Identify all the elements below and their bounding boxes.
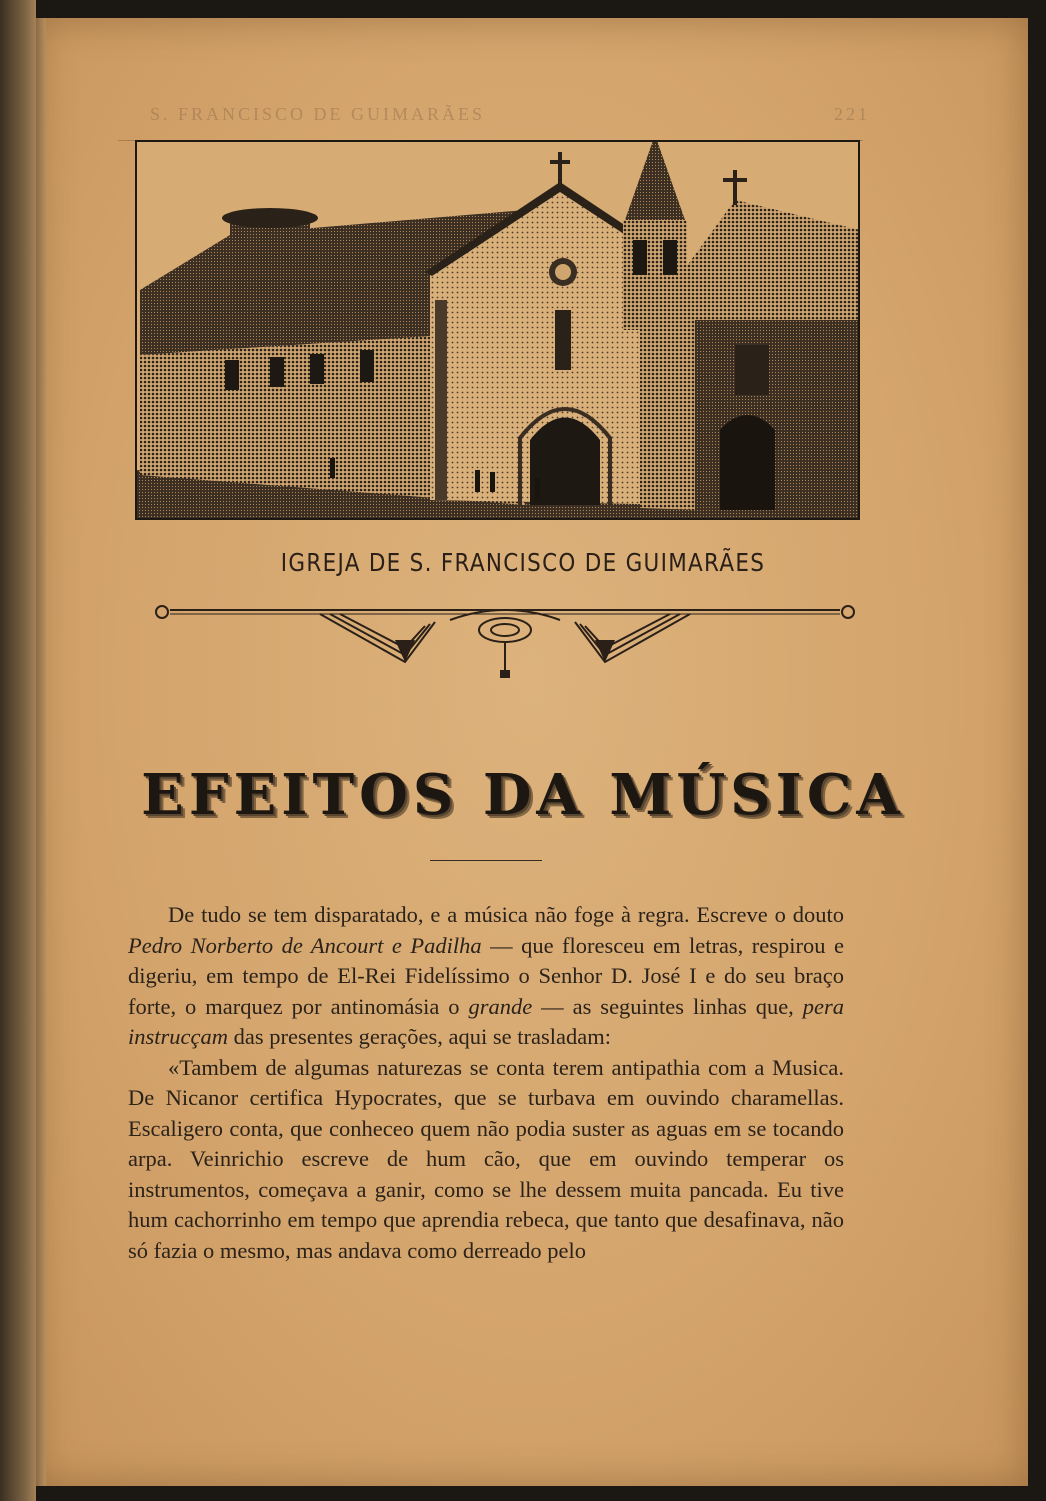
paragraph-2: «Tambem de algumas naturezas se conta terem antipathia com a Musica. De Nicanor certifica Hypocrates, que se turbava em ouvindo charamellas. Escaligero conta, que conheceo quem não podia suster as aguas em se tocando arpa. Veinrichio escreve de hum cão, que em ouvindo temperar os instrumentos, começava a ganir, como se lhe dessem muita pancada. Eu tive hum cachorrinho em tempo que aprendia rebeca, que tanto que desafinava, não só fazia o mesmo, mas andava como derreado pelo [128, 1054, 844, 1263]
church-photograph [135, 140, 860, 520]
page-edge [36, 18, 46, 1486]
article-title: EFEITOS DA MÚSICA [141, 762, 905, 828]
figure-caption: IGREJA DE S. FRANCISCO DE GUIMARÃES [280, 548, 766, 577]
p1-italic-phrase: pera instrucçam [128, 993, 845, 1049]
ornamental-divider [150, 600, 860, 682]
running-title: S. FRANCISCO DE GUIMARÃES [150, 104, 486, 124]
running-header [110, 98, 870, 138]
book-gutter [0, 0, 36, 1501]
p1-text-b: — que floresceu em letras, respirou e digeriu, em tempo de El-Rei Fidelíssimo o Senhor D. José I e do seu braço forte, o marquez por antinomásia o [128, 932, 844, 1019]
article-body [128, 900, 844, 1266]
p1-text-d: das presentes gerações, aqui se trasladam: [228, 1024, 611, 1049]
paragraph-1 [128, 900, 844, 1053]
p1-author: Pedro Norberto de Ancourt e Padilha [128, 932, 482, 958]
page-number: 221 [834, 104, 870, 124]
p1-text-a: De tudo se tem disparatado, e a música não foge à regra. Escreve o douto [168, 902, 844, 927]
title-rule [430, 860, 542, 861]
p1-grande: grande [468, 993, 533, 1019]
p1-text-c: — as seguintes linhas que, [532, 993, 803, 1019]
